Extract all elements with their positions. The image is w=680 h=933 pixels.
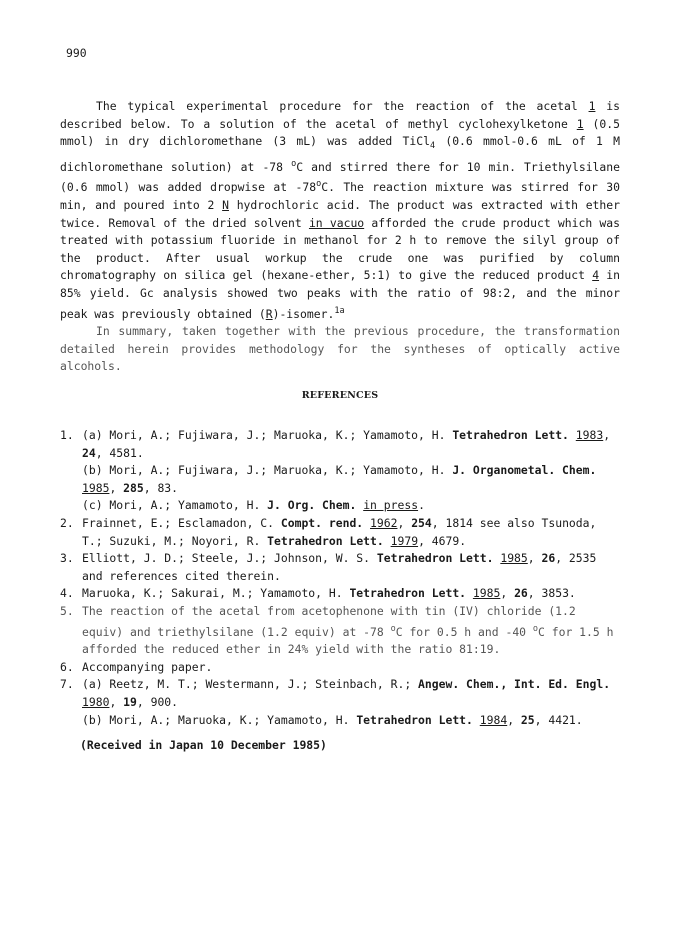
reference-1a: (a) Mori, A.; Fujiwara, J.; Maruoka, K.; Yamamoto, H. Tetrahedron Lett. 1983, 24, 4581. [82,428,611,460]
reference-item: 3. Elliott, J. D.; Steele, J.; Johnson, W. S. Tetrahedron Lett. 1985, 26, 2535 and references cited therein. [60,550,622,585]
reference-list [60,427,622,729]
reference-4: Maruoka, K.; Sakurai, M.; Yamamoto, H. Tetrahedron Lett. 1985, 26, 3853. [82,586,576,601]
reference-item: 5. The reaction of the acetal from acetophenone with tin (IV) chloride (1.2 equiv) and triethylsilane (1.2 equiv) at -78 $^o$C for 0.5 h and -40 $^o$C for 1.5 h afforded the reduced ether in 24% yield with the ratio 81:19. [60,603,622,659]
reference-item: 6. Accompanying paper. [60,659,622,677]
reference-5: The reaction of the acetal from acetophenone with tin (IV) chloride (1.2 equiv) and triethylsilane (1.2 equiv) at -78 $^o$C for 0.5 h and -40 $^o$C for 1.5 h afforded the reduced ether in 24% yield with the ratio 81:19. [82,603,614,657]
reference-item: 2. Frainnet, E.; Esclamadon, C. Compt. rend. 1962, 254, 1814 see also Tsunoda, T.; Suzuki, M.; Noyori, R. Tetrahedron Lett. 1979, 4679. [60,515,622,550]
reference-6: Accompanying paper. [82,659,213,674]
body-text [60,98,620,376]
reference-7b: (b) Mori, A.; Maruoka, K.; Yamamoto, H. Tetrahedron Lett. 1984, 25, 4421. [82,712,583,727]
reference-1b: (b) Mori, A.; Fujiwara, J.; Maruoka, K.; Yamamoto, H. J. Organometal. Chem. 1985, 285, 83. [82,463,597,495]
summary-paragraph: In summary, taken together with the previous procedure, the transformation detailed herein provides methodology for the syntheses of optically active alcohols. [60,324,620,374]
reference-7a: (a) Reetz, M. T.; Westermann, J.; Steinbach, R.; Angew. Chem., Int. Ed. Engl. 1980, 19, 900. [82,677,611,709]
received-date: (Received in Japan 10 December 1985) [80,738,327,752]
page-number: 990 [66,46,87,60]
references-heading: REFERENCES [301,390,379,401]
reference-item: 7. (a) Reetz, M. T.; Westermann, J.; Steinbach, R.; Angew. Chem., Int. Ed. Engl. 1980, 19, 900. (b) Mori, A.; Maruoka, K.; Yamamoto, H. Tetrahedron Lett. 1984, 25, 4421. [60,676,622,729]
experimental-paragraph: The typical experimental procedure for the reaction of the acetal 1 is described below. To a solution of the acetal of methyl cyclohexylketone 1 (0.5 mmol) in dry dichloromethane (3 mL) was added TiCl$_4$ (0.6 mmol-0.6 mL of 1 M dichloromethane solution) at -78 $^o$C and stirred there for 10 min. Triethylsilane (0.6 mmol) was added dropwise at -78$^o$C. The reaction mixture was stirred for 30 min, and poured into 2 N hydrochloric acid. The product was extracted with ether twice. Removal of the dried solvent in vacuo afforded the crude product which was treated with potassium fluoride in methanol for 2 h to remove the silyl group of the product. After usual workup the crude one was purified by column chromatography on silica gel (hexane-ether, 5:1) to give the reduced product 4 in 85% yield. Gc analysis showed two peaks with the ratio of 98:2, and the minor peak was previously obtained (R)-isomer.$^{1a}$ [60,99,620,321]
reference-2: Frainnet, E.; Esclamadon, C. Compt. rend. 1962, 254, 1814 see also Tsunoda, T.; Suzuki, M.; Noyori, R. Tetrahedron Lett. 1979, 4679. [82,515,597,548]
reference-1c: (c) Mori, A.; Yamamoto, H. J. Org. Chem. in press. [82,498,425,513]
reference-item: 1. (a) Mori, A.; Fujiwara, J.; Maruoka, K.; Yamamoto, H. Tetrahedron Lett. 1983, 24, 4581. (b) Mori, A.; Fujiwara, J.; Maruoka, K.; Yamamoto, H. J. Organometal. Chem. 1985, 285, 83. (c) Mori, A.; Yamamoto, H. J. Org. Chem. in press. [60,427,622,515]
reference-3: Elliott, J. D.; Steele, J.; Johnson, W. S. Tetrahedron Lett. 1985, 26, 2535 and references cited therein. [82,551,597,583]
reference-item: 4. Maruoka, K.; Sakurai, M.; Yamamoto, H. Tetrahedron Lett. 1985, 26, 3853. [60,585,622,603]
